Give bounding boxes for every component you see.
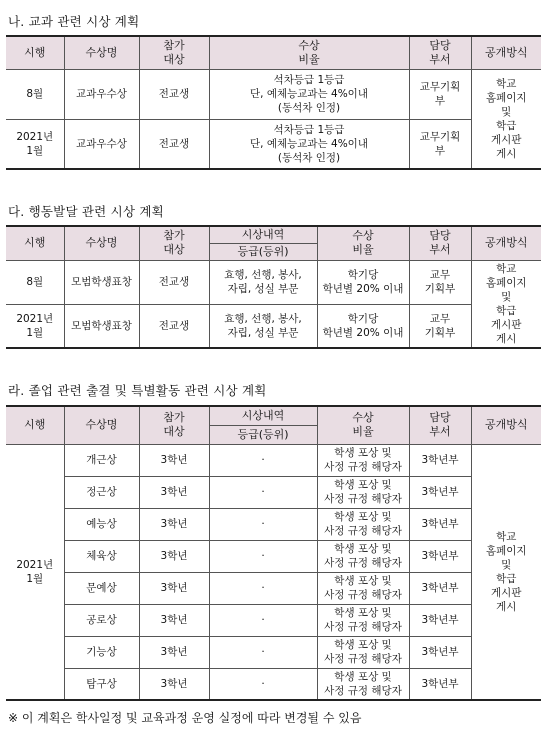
header-award: 수상명 — [64, 226, 139, 260]
cell-dept: 3학년부 — [409, 636, 471, 668]
header-dept: 담당 부서 — [409, 226, 471, 260]
cell-target: 3학년 — [139, 540, 209, 572]
cell-publish: 학교 홈페이지 및 학급 게시판 게시 — [471, 260, 541, 348]
header-award: 수상명 — [64, 36, 139, 69]
cell-ratio: 학생 포상 및 사정 규정 해당자 — [317, 508, 409, 540]
cell-target: 전교생 — [139, 119, 209, 169]
cell-ratio: 학생 포상 및 사정 규정 해당자 — [317, 636, 409, 668]
cell-grade: · — [209, 444, 317, 476]
table-na — [6, 35, 541, 170]
header-ratio: 수상 비율 — [317, 226, 409, 260]
cell-publish: 학교 홈페이지 및 학급 게시판 게시 — [471, 69, 541, 169]
cell-award: 탐구상 — [64, 668, 139, 700]
cell-award: 기능상 — [64, 636, 139, 668]
cell-award: 모범학생표창 — [64, 260, 139, 304]
table-row — [6, 604, 541, 636]
cell-dept: 교무기획 부 — [409, 69, 471, 119]
header-target: 참가 대상 — [139, 406, 209, 444]
cell-grade: 효행, 선행, 봉사, 자립, 성실 부문 — [209, 304, 317, 348]
cell-time: 2021년 1월 — [6, 304, 64, 348]
header-ratio: 수상 비율 — [209, 36, 409, 69]
cell-target: 3학년 — [139, 508, 209, 540]
cell-grade: · — [209, 540, 317, 572]
table-row — [6, 572, 541, 604]
table-row — [6, 444, 541, 476]
header-target: 참가 대상 — [139, 36, 209, 69]
table-row — [6, 540, 541, 572]
table-row — [6, 119, 541, 169]
cell-target: 전교생 — [139, 260, 209, 304]
header-content: 시상내역 — [209, 226, 317, 243]
cell-dept: 3학년부 — [409, 572, 471, 604]
cell-target: 3학년 — [139, 572, 209, 604]
cell-time: 8월 — [6, 260, 64, 304]
cell-ratio: 학생 포상 및 사정 규정 해당자 — [317, 540, 409, 572]
cell-target: 3학년 — [139, 444, 209, 476]
header-time: 시행 — [6, 406, 64, 444]
cell-award: 문예상 — [64, 572, 139, 604]
header-publish: 공개방식 — [471, 36, 541, 69]
header-dept: 담당 부서 — [409, 406, 471, 444]
header-grade: 등급(등위) — [209, 243, 317, 260]
cell-ratio: 석차등급 1등급 단, 예체능교과는 4%이내 (동석차 인정) — [209, 119, 409, 169]
cell-award: 개근상 — [64, 444, 139, 476]
header-publish: 공개방식 — [471, 406, 541, 444]
table-row — [6, 508, 541, 540]
header-ratio: 수상 비율 — [317, 406, 409, 444]
cell-dept: 3학년부 — [409, 476, 471, 508]
header-time: 시행 — [6, 226, 64, 260]
cell-award: 교과우수상 — [64, 69, 139, 119]
cell-dept: 3학년부 — [409, 508, 471, 540]
table-row — [6, 476, 541, 508]
header-time: 시행 — [6, 36, 64, 69]
cell-ratio: 학생 포상 및 사정 규정 해당자 — [317, 476, 409, 508]
header-award: 수상명 — [64, 406, 139, 444]
table-ra — [6, 405, 541, 701]
cell-grade: · — [209, 604, 317, 636]
header-target: 참가 대상 — [139, 226, 209, 260]
cell-dept: 교무 기획부 — [409, 304, 471, 348]
table-row — [6, 668, 541, 700]
cell-ratio: 학생 포상 및 사정 규정 해당자 — [317, 572, 409, 604]
cell-award: 모범학생표창 — [64, 304, 139, 348]
table-row — [6, 69, 541, 119]
cell-ratio: 학기당 학년별 20% 이내 — [317, 304, 409, 348]
cell-time: 8월 — [6, 69, 64, 119]
table-row — [6, 304, 541, 348]
cell-publish: 학교 홈페이지 및 학급 게시판 게시 — [471, 444, 541, 700]
cell-time: 2021년 1월 — [6, 444, 64, 700]
cell-target: 전교생 — [139, 69, 209, 119]
cell-ratio: 학생 포상 및 사정 규정 해당자 — [317, 444, 409, 476]
cell-target: 전교생 — [139, 304, 209, 348]
header-grade: 등급(등위) — [209, 425, 317, 444]
cell-ratio: 석차등급 1등급 단, 예체능교과는 4%이내 (동석차 인정) — [209, 69, 409, 119]
cell-grade: · — [209, 572, 317, 604]
cell-dept: 3학년부 — [409, 444, 471, 476]
cell-award: 공로상 — [64, 604, 139, 636]
table-da — [6, 225, 541, 349]
section-title-ra: 라. 졸업 관련 출결 및 특별활동 관련 시상 계획 — [8, 383, 267, 398]
table-row — [6, 260, 541, 304]
cell-target: 3학년 — [139, 636, 209, 668]
cell-grade: · — [209, 508, 317, 540]
header-content: 시상내역 — [209, 406, 317, 425]
footnote: ※ 이 계획은 학사일정 및 교육과정 운영 실정에 따라 변경될 수 있음 — [8, 711, 362, 725]
cell-target: 3학년 — [139, 476, 209, 508]
cell-dept: 3학년부 — [409, 540, 471, 572]
cell-target: 3학년 — [139, 604, 209, 636]
cell-dept: 3학년부 — [409, 604, 471, 636]
cell-ratio: 학생 포상 및 사정 규정 해당자 — [317, 604, 409, 636]
section-title-na: 나. 교과 관련 시상 계획 — [8, 14, 140, 29]
cell-grade: 효행, 선행, 봉사, 자립, 성실 부문 — [209, 260, 317, 304]
cell-grade: · — [209, 636, 317, 668]
cell-ratio: 학기당 학년별 20% 이내 — [317, 260, 409, 304]
header-publish: 공개방식 — [471, 226, 541, 260]
cell-target: 3학년 — [139, 668, 209, 700]
cell-ratio: 학생 포상 및 사정 규정 해당자 — [317, 668, 409, 700]
cell-dept: 3학년부 — [409, 668, 471, 700]
header-dept: 담당 부서 — [409, 36, 471, 69]
section-title-da: 다. 행동발달 관련 시상 계획 — [8, 204, 164, 219]
cell-dept: 교무 기획부 — [409, 260, 471, 304]
cell-dept: 교무기획 부 — [409, 119, 471, 169]
cell-award: 체육상 — [64, 540, 139, 572]
cell-time: 2021년 1월 — [6, 119, 64, 169]
table-row — [6, 636, 541, 668]
cell-award: 정근상 — [64, 476, 139, 508]
cell-award: 예능상 — [64, 508, 139, 540]
cell-award: 교과우수상 — [64, 119, 139, 169]
cell-grade: · — [209, 668, 317, 700]
cell-grade: · — [209, 476, 317, 508]
